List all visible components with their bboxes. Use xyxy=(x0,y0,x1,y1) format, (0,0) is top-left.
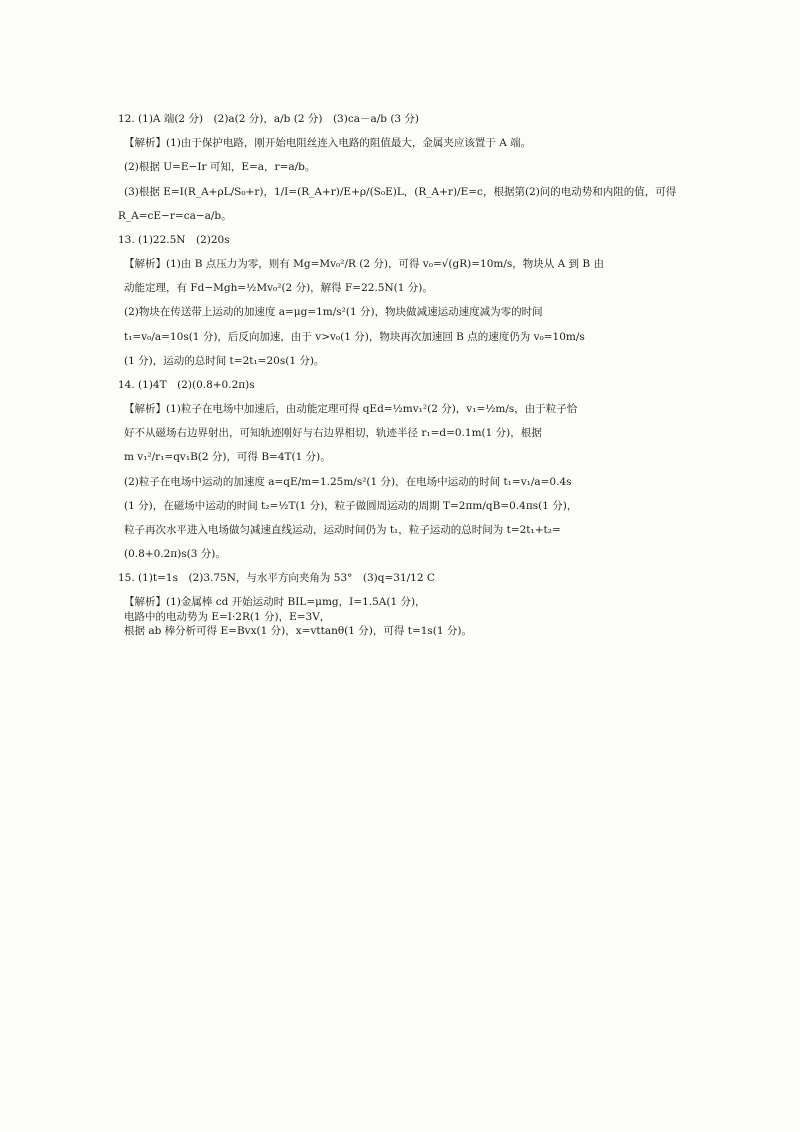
q12-analysis-2: (2)根据 U=E−Ir 可知，E=a，r=a/b。 xyxy=(124,161,316,174)
answer-content xyxy=(118,112,698,638)
q13-analysis-4: t₁=v₀/a=10s(1 分)，后反向加速，由于 v>v₀(1 分)，物块再次加速回 B 点的速度仍为 v₀=10m/s xyxy=(124,330,585,343)
q14-analysis-7: (0.8+0.2π)s(3 分)。 xyxy=(124,548,226,561)
q15-analysis-2: 电路中的电动势为 E=I·2R(1 分)，E=3V， xyxy=(124,610,331,623)
q14-analysis-5: (1 分)，在磁场中运动的时间 t₂=½T(1 分)，粒子做圆周运动的周期 T=2πm/qB=0.4πs(1 分)， xyxy=(124,499,578,512)
q13-header: 13. (1)22.5N (2)20s xyxy=(118,233,230,246)
q15-analysis-1: 【解析】(1)金属棒 cd 开始运动时 BIL=μmg，I=1.5A(1 分)， xyxy=(124,596,426,609)
q13-analysis-3: (2)物块在传送带上运动的加速度 a=μg=1m/s²(1 分)，物块做减速运动速度减为零的时间 xyxy=(124,306,543,319)
q14-analysis-3: m v₁²/r₁=qv₁B(2 分)，可得 B=4T(1 分)。 xyxy=(124,451,331,464)
q14-analysis-1: 【解析】(1)粒子在电场中加速后，由动能定理可得 qEd=½mv₁²(2 分)，v₁=½m/s，由于粒子恰 xyxy=(124,403,578,416)
q15-header: 15. (1)t=1s (2)3.75N，与水平方向夹角为 53° (3)q=31/12 C xyxy=(118,572,435,585)
q12-analysis-4: R_A=cE−r=ca−a/b。 xyxy=(118,209,232,222)
q12-analysis-3: (3)根据 E=I(R_A+ρL/S₀+r)，1/I=(R_A+r)/E+ρ/(S₀E)L，(R_A+r)/E=c，根据第(2)问的电动势和内阻的值，可得 xyxy=(124,185,677,198)
q14-header: 14. (1)4T (2)(0.8+0.2π)s xyxy=(118,378,255,391)
q13-analysis-1: 【解析】(1)由 B 点压力为零，则有 Mg=Mv₀²/R (2 分)，可得 v₀=√(gR)=10m/s，物块从 A 到 B 由 xyxy=(124,258,604,271)
q14-analysis-2: 好不从磁场右边界射出，可知轨迹刚好与右边界相切，轨迹半径 r₁=d=0.1m(1 分)，根据 xyxy=(124,427,542,440)
q12-header: 12. (1)A 端(2 分) (2)a(2 分)，a/b (2 分) (3)ca－a/b (3 分) xyxy=(118,113,420,125)
q13-analysis-2: 动能定理，有 Fd−Mgh=½Mv₀²(2 分)，解得 F=22.5N(1 分)。 xyxy=(124,282,433,295)
q13-analysis-5: (1 分)，运动的总时间 t=2t₁=20s(1 分)。 xyxy=(124,354,325,367)
q15-analysis-3: 根据 ab 棒分析可得 E=Bvx(1 分)，x=vttanθ(1 分)，可得 t=1s(1 分)。 xyxy=(124,624,473,637)
q14-analysis-4: (2)粒子在电场中运动的加速度 a=qE/m=1.25m/s²(1 分)，在电场中运动的时间 t₁=v₁/a=0.4s xyxy=(124,475,572,488)
q12-analysis-1: 【解析】(1)由于保护电路，刚开始电阻丝连入电路的阻值最大，金属夹应该置于 A 端。 xyxy=(124,137,532,150)
q14-analysis-6: 粒子再次水平进入电场做匀减速直线运动，运动时间仍为 t₁，粒子运动的总时间为 t=2t₁+t₂= xyxy=(124,523,561,536)
